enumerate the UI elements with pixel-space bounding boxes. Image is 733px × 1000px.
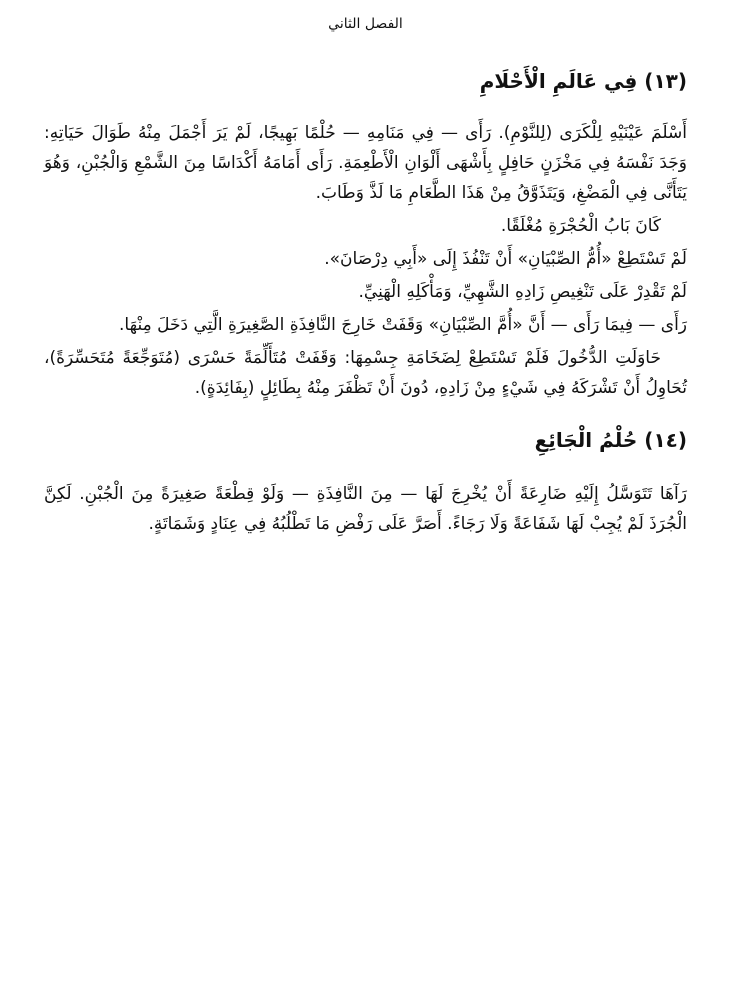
section-body-14 bbox=[44, 479, 687, 539]
paragraph: لَمْ تَقْدِرْ عَلَى تَنْغِيصِ زَادِهِ الشَّهِيِّ، وَمَأْكَلِهِ الْهَنِيِّ. bbox=[358, 282, 687, 302]
paragraph: أَسْلَمَ عَيْنَيْهِ لِلْكَرَى (لِلنَّوْمِ). رَأَى — فِي مَنَامِهِ — حُلْمًا بَهِيجًا، لَمْ يَرَ أَجْمَلَ مِنْهُ طَوَالَ حَيَاتِهِ: وَجَدَ نَفْسَهُ فِي مَخْزَنٍ حَافِلٍ بِأَشْهَى أَلْوَانِ الْأَطْعِمَةِ. رَأَى أَمَامَهُ أَكْدَاسًا مِنَ الشَّمْعِ وَالْجُبْنِ، وَهُوَ يَتَأَنَّى فِي الْمَضْغِ، وَيَتَذَوَّقُ مِنْ هَذَا الطَّعَامِ مَا لَذَّ وَطَابَ. bbox=[44, 123, 687, 203]
paragraph: حَاوَلَتِ الدُّخُولَ فَلَمْ تَسْتَطِعْ لِضَخَامَةِ جِسْمِهَا: وَقَفَتْ مُتَأَلِّمَةً حَسْرَى (مُتَوَجِّعَةً مُتَحَسِّرَةً)، تُحَاوِلُ أَنْ تَشْرَكَهُ فِي شَيْءٍ مِنْ زَادِهِ، دُونَ أَنْ تَظْفَرَ مِنْهُ بِطَائِلٍ (بِفَائِدَةٍ). bbox=[44, 348, 687, 398]
section-body-13 bbox=[44, 118, 687, 403]
paragraph: رَآهَا تَتَوَسَّلُ إِلَيْهِ ضَارِعَةً أَنْ يُخْرِجَ لَهَا — مِنَ النَّافِذَةِ — وَلَوْ قِطْعَةً صَغِيرَةً مِنَ الْجُبْنِ. لَكِنَّ الْجُرَذَ لَمْ يُجِبْ لَهَا شَفَاعَةً وَلَا رَجَاءً. أَصَرَّ عَلَى رَفْضِ مَا تَطْلُبُهُ فِي عِنَادٍ وَشَمَاتَةٍ. bbox=[44, 484, 687, 534]
paragraph: كَانَ بَابُ الْحُجْرَةِ مُغْلَقًا. bbox=[500, 216, 661, 236]
paragraph: لَمْ تَسْتَطِعْ «أُمُّ الصِّبْيَانِ» أَنْ تَنْفُذَ إِلَى «أَبِي دِرْصَانَ». bbox=[324, 249, 687, 269]
chapter-header: الفصل الثاني bbox=[328, 16, 403, 32]
paragraph: رَأَى — فِيمَا رَأَى — أَنَّ «أُمَّ الصِّبْيَانِ» وَقَفَتْ خَارِجَ النَّافِذَةِ الصَّغِيرَةِ الَّتِي دَخَلَ مِنْهَا. bbox=[119, 315, 687, 335]
section-title-14: (١٤) حُلْمُ الْجَائِعِ bbox=[534, 428, 687, 452]
section-title-13: (١٣) فِي عَالَمِ الْأَحْلَامِ bbox=[479, 69, 687, 93]
